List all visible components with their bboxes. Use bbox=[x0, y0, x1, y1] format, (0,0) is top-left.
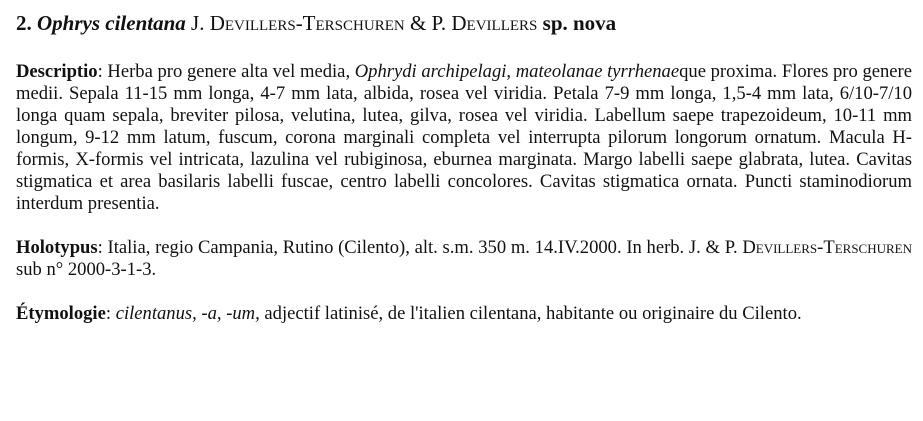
species-number: 2. bbox=[16, 11, 32, 35]
document-page bbox=[16, 8, 912, 325]
holotypus-paragraph: Holotypus: Italia, regio Campania, Rutino (Cilento), alt. s.m. 350 m. 14.IV.2000. In herb. J. & P. Devillers-Terschuren sub n° 2000-3-1-3. bbox=[16, 237, 912, 280]
descriptio-paragraph: Descriptio: Herba pro genere alta vel media, Ophrydi archipelagi, mateolanae tyrrhenaeque proxima. Flores pro genere medii. Sepala 11-15 mm longa, 4-7 mm lata, albida, rosea vel viridia. Petala 7-9 mm longa, 1,5-4 mm lata, 6/10-7/10 longa quam sepala, breviter pilosa, velutina, lutea, gilva, rosea vel viridia. Labellum saepe trapezoideum, 10-11 mm longum, 9-12 mm latum, fuscum, corona marginali completa vel interrupta pilorum longorum ornatum. Macula H-formis, X-formis vel intricata, lazulina vel rubiginosa, eburnea marginata. Margo labelli saepe glabrata, lutea. Cavitas stigmatica et area basilaris labelli fuscae, centro labelli concolores. Cavitas stigmatica ornata. Puncti staminodiorum interdum presentia. bbox=[16, 61, 912, 214]
author-2: Devillers bbox=[451, 11, 538, 35]
species-name: Ophrys cilentana bbox=[37, 11, 186, 35]
holotypus-label: Holotypus bbox=[16, 237, 98, 258]
author-1: Devillers-Terschuren bbox=[209, 11, 405, 35]
etymology-term: cilentanus, -a, -um, bbox=[115, 303, 260, 324]
species-ref-1: Ophrydi archipelagi bbox=[354, 61, 507, 82]
descriptio-label: Descriptio bbox=[16, 61, 98, 82]
species-title bbox=[16, 8, 912, 38]
etymologie-label: Étymologie bbox=[16, 303, 106, 324]
species-ref-2: mateolanae tyrrhenae bbox=[515, 61, 680, 82]
etymologie-paragraph: Étymologie: cilentanus, -a, -um, adjectif latinisé, de l'italien cilentana, habitante ou originaire du Cilento. bbox=[16, 303, 802, 324]
species-authors: J. Devillers-Terschuren & P. Devillers bbox=[191, 11, 538, 35]
taxon-status: sp. nova bbox=[542, 11, 617, 35]
herbarium-name: Devillers-Terschuren bbox=[742, 237, 912, 258]
